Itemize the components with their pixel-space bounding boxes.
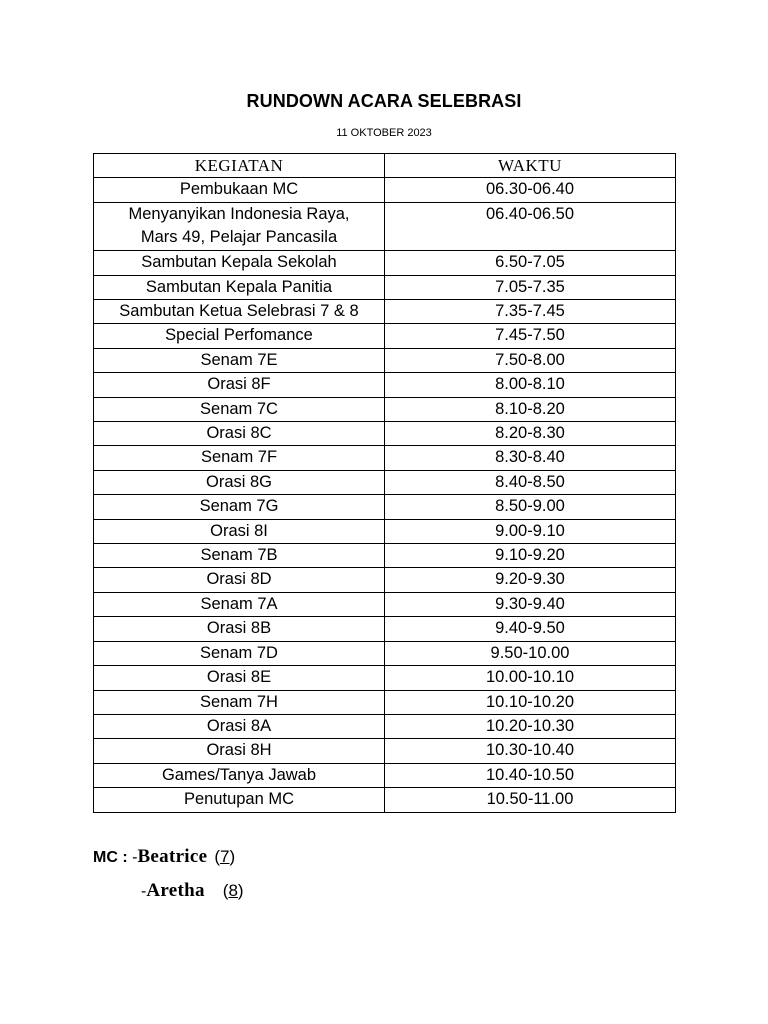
waktu-cell: 9.40-9.50 bbox=[385, 617, 676, 641]
mc-class-value: 8 bbox=[228, 881, 238, 900]
table-row bbox=[94, 397, 676, 421]
kegiatan-cell bbox=[94, 202, 385, 250]
document-title: RUNDOWN ACARA SELEBRASI bbox=[246, 91, 522, 111]
waktu-cell: 9.30-9.40 bbox=[385, 592, 676, 616]
kegiatan-cell: Orasi 8E bbox=[94, 666, 385, 690]
kegiatan-cell: Orasi 8G bbox=[94, 470, 385, 494]
column-header-kegiatan: KEGIATAN bbox=[94, 154, 385, 178]
kegiatan-cell: Orasi 8F bbox=[94, 373, 385, 397]
table-row bbox=[94, 592, 676, 616]
waktu-cell: 7.50-8.00 bbox=[385, 348, 676, 372]
kegiatan-cell: Senam 7C bbox=[94, 397, 385, 421]
waktu-cell: 10.10-10.20 bbox=[385, 690, 676, 714]
table-row bbox=[94, 763, 676, 787]
table-row bbox=[94, 641, 676, 665]
waktu-cell: 8.00-8.10 bbox=[385, 373, 676, 397]
mc-class-open: ( bbox=[222, 881, 229, 900]
mc-label: MC : bbox=[93, 849, 133, 866]
kegiatan-cell: Orasi 8D bbox=[94, 568, 385, 592]
waktu-cell: 10.50-11.00 bbox=[385, 788, 676, 812]
kegiatan-cell: Orasi 8A bbox=[94, 714, 385, 738]
table-row bbox=[94, 178, 676, 202]
kegiatan-cell: Orasi 8I bbox=[94, 519, 385, 543]
kegiatan-cell: Senam 7B bbox=[94, 544, 385, 568]
kegiatan-cell: Penutupan MC bbox=[94, 788, 385, 812]
table-row bbox=[94, 470, 676, 494]
table-row bbox=[94, 568, 676, 592]
kegiatan-cell: Senam 7F bbox=[94, 446, 385, 470]
waktu-cell: 10.40-10.50 bbox=[385, 763, 676, 787]
waktu-cell: 06.40-06.50 bbox=[385, 202, 676, 250]
mc-class-2 bbox=[223, 879, 244, 903]
waktu-cell: 10.20-10.30 bbox=[385, 714, 676, 738]
kegiatan-cell: Senam 7D bbox=[94, 641, 385, 665]
kegiatan-cell: Games/Tanya Jawab bbox=[94, 763, 385, 787]
mc-line-2 bbox=[93, 879, 244, 913]
mc-section bbox=[93, 845, 244, 913]
table-row bbox=[94, 495, 676, 519]
rundown-table bbox=[93, 153, 676, 813]
kegiatan-cell: Orasi 8C bbox=[94, 422, 385, 446]
mc-class-1 bbox=[214, 845, 235, 869]
kegiatan-cell: Senam 7H bbox=[94, 690, 385, 714]
waktu-cell: 7.05-7.35 bbox=[385, 275, 676, 299]
table-row bbox=[94, 348, 676, 372]
kegiatan-cell: Sambutan Ketua Selebrasi 7 & 8 bbox=[94, 300, 385, 324]
waktu-cell: 9.50-10.00 bbox=[385, 641, 676, 665]
kegiatan-cell: Sambutan Kepala Panitia bbox=[94, 275, 385, 299]
waktu-cell: 06.30-06.40 bbox=[385, 178, 676, 202]
waktu-cell: 10.30-10.40 bbox=[385, 739, 676, 763]
table-row bbox=[94, 251, 676, 275]
mc-dash: - bbox=[132, 849, 138, 866]
mc-dash: - bbox=[141, 883, 147, 900]
table-row bbox=[94, 544, 676, 568]
kegiatan-cell: Pembukaan MC bbox=[94, 178, 385, 202]
table-row bbox=[94, 617, 676, 641]
kegiatan-cell: Senam 7E bbox=[94, 348, 385, 372]
waktu-cell: 8.30-8.40 bbox=[385, 446, 676, 470]
waktu-cell: 7.45-7.50 bbox=[385, 324, 676, 348]
waktu-cell: 9.00-9.10 bbox=[385, 519, 676, 543]
waktu-cell: 9.10-9.20 bbox=[385, 544, 676, 568]
table-row bbox=[94, 519, 676, 543]
waktu-cell: 8.40-8.50 bbox=[385, 470, 676, 494]
mc-name-2: Aretha bbox=[146, 880, 205, 901]
table-row bbox=[94, 422, 676, 446]
kegiatan-cell: Special Perfomance bbox=[94, 324, 385, 348]
table-header-row bbox=[94, 154, 676, 178]
table-row bbox=[94, 690, 676, 714]
mc-class-value: 7 bbox=[220, 847, 230, 866]
table-row bbox=[94, 324, 676, 348]
mc-class-close: ) bbox=[237, 881, 244, 900]
mc-name-1: Beatrice bbox=[137, 846, 208, 867]
table-row bbox=[94, 202, 676, 250]
waktu-cell: 10.00-10.10 bbox=[385, 666, 676, 690]
waktu-cell: 8.50-9.00 bbox=[385, 495, 676, 519]
mc-line-1 bbox=[93, 845, 244, 879]
kegiatan-cell-line: Mars 49, Pelajar Pancasila bbox=[140, 228, 338, 247]
kegiatan-cell: Senam 7A bbox=[94, 592, 385, 616]
table-row bbox=[94, 300, 676, 324]
waktu-cell: 8.20-8.30 bbox=[385, 422, 676, 446]
kegiatan-cell: Senam 7G bbox=[94, 495, 385, 519]
waktu-cell: 9.20-9.30 bbox=[385, 568, 676, 592]
waktu-cell: 6.50-7.05 bbox=[385, 251, 676, 275]
document-date: 11 OKTOBER 2023 bbox=[336, 127, 432, 139]
mc-class-close: ) bbox=[229, 847, 236, 866]
table-row bbox=[94, 666, 676, 690]
table-row bbox=[94, 373, 676, 397]
table-row bbox=[94, 739, 676, 763]
table-row bbox=[94, 714, 676, 738]
table-row bbox=[94, 275, 676, 299]
waktu-cell: 8.10-8.20 bbox=[385, 397, 676, 421]
kegiatan-cell: Orasi 8B bbox=[94, 617, 385, 641]
table-row bbox=[94, 446, 676, 470]
mc-class-open: ( bbox=[214, 847, 221, 866]
table-row bbox=[94, 788, 676, 812]
column-header-waktu: WAKTU bbox=[385, 154, 676, 178]
kegiatan-cell: Orasi 8H bbox=[94, 739, 385, 763]
waktu-cell: 7.35-7.45 bbox=[385, 300, 676, 324]
kegiatan-cell-line: Menyanyikan Indonesia Raya, bbox=[128, 204, 350, 223]
kegiatan-cell: Sambutan Kepala Sekolah bbox=[94, 251, 385, 275]
